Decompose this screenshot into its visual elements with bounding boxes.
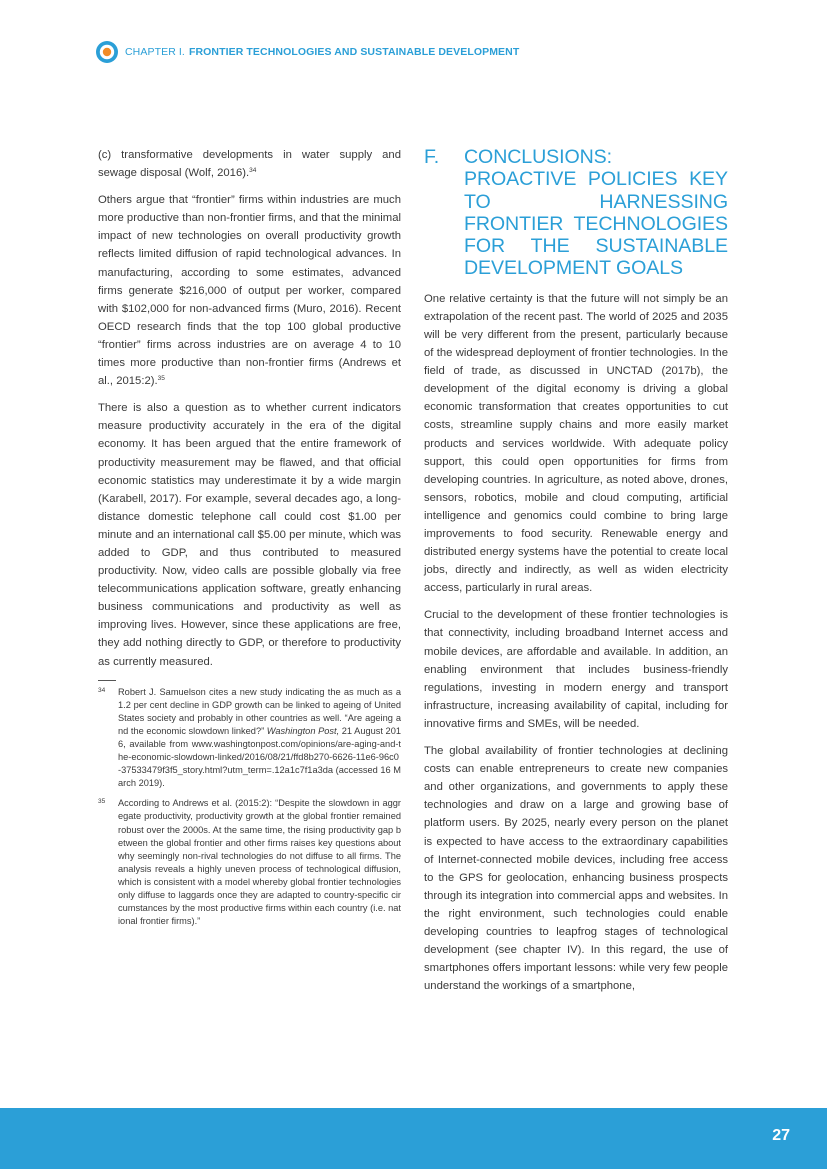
- footnote-number: 34: [98, 686, 106, 694]
- paragraph-text: (c) transformative developments in water supply and sewage disposal (Wolf, 2016).: [98, 149, 401, 180]
- footnote-divider: [98, 680, 116, 681]
- footnote-text-after: 21 August 2016, available from www.washingtonpost.com/opinions/are-aging-and-the-economic-slowdown-linked/2016/08/21/ffd8b270-6626-11e6-96c0-37533479f3f5_story.html?utm_term=.12a1c7f1a3da (accessed 16 March 2019).: [118, 725, 401, 789]
- running-header: [96, 41, 519, 63]
- paragraph-text: Others argue that “frontier” firms within industries are much more productive than non-frontier firms, and that the minimal impact of new technologies on overall productivity growth reflects limited diffusion of rapid technological advances. In manufacturing, according to some estimates, advanced firms generate $216,000 of output per worker, compared with $102,000 for non-advanced firms (Muro, 2016). Recent OECD research finds that the top 100 global productive “frontier” firms across industries are on average 4 to 10 times more productive than non-frontier firms (Andrews et al., 2015:2).: [98, 194, 401, 388]
- paragraph: [98, 146, 401, 182]
- footnotes: [98, 680, 401, 929]
- footnote-text: According to Andrews et al. (2015:2): “Despite the slowdown in aggregate productivity, productivity growth at the global frontier remained robust over the 2000s. At the same time, the rising productivity gap between the global frontier and other firms raises key questions about why seemingly non-rival technologies do not diffuse to all firms. The analysis reveals a highly uneven process of technological diffusion, which is consistent with a model whereby global frontier technologies only diffuse to laggards once they are adapted to country-specific circumstances by the most productive firms within each country (i.e. national frontier firms).”: [118, 798, 401, 927]
- footnote: [98, 797, 401, 928]
- chapter-heading: [125, 46, 519, 58]
- footnote-number: 35: [98, 798, 106, 806]
- left-column: [98, 146, 401, 935]
- footnote-ref[interactable]: 34: [249, 167, 257, 175]
- page-number: 27: [772, 1127, 790, 1144]
- target-icon: [96, 41, 118, 63]
- footer-bar: [0, 1108, 827, 1169]
- section-heading: [424, 146, 728, 280]
- chapter-title: FRONTIER TECHNOLOGIES AND SUSTAINABLE DEVELOPMENT: [188, 46, 520, 58]
- paragraph: The global availability of frontier technologies at declining costs can enable entrepreneurs to create new companies and other organizations, and governments to apply these technologies and draw on a large and growing base of platform users. By 2025, nearly every person on the planet is expected to have access to the extraordinary capabilities of Internet-connected mobile devices, including free access to the GPS for geolocation, enhancing business prospects through its integration into commercial apps and websites. In the right environment, such technologies could enable developing countries to leapfrog stages of technological development (see chapter IV). In this regard, the use of smartphones offers important lessons: while very few people understand the workings of a smartphone,: [424, 745, 728, 993]
- footnote-text-before: Robert J. Samuelson cites a new study indicating the as much as a 1.2 per cent decline in GDP growth can be linked to ageing of United States society and probably in other countries as well. “Are ageing and the economic slowdown linked?”: [118, 686, 401, 736]
- chapter-label: CHAPTER I.: [125, 46, 185, 58]
- paragraph: [98, 191, 401, 390]
- section-letter: F.: [424, 146, 440, 168]
- right-column: [424, 146, 728, 1004]
- footnote-ref[interactable]: 35: [157, 375, 165, 383]
- paragraph: There is also a question as to whether current indicators measure productivity accurately in the era of the digital economy. It has been argued that the entire framework of productivity measurement may be flawed, and that official economic statistics may underestimate it by a wide margin (Karabell, 2017). For example, several decades ago, a long-distance domestic telephone call could cost $1.00 per minute and an international call $5.00 per minute, which was added to GDP, and thus contributed to measured productivity. Now, video calls are possible globally via free telecommunications application software, greatly enhancing business communications and productivity as well as improving lives. However, since these applications are free, they add nothing directly to GDP, or therefore to productivity as currently measured.: [98, 402, 401, 668]
- paragraph: One relative certainty is that the future will not simply be an extrapolation of the recent past. The world of 2025 and 2035 will be very different from the present, particularly because of the widespread deployment of frontier technologies. In the field of trade, as discussed in UNCTAD (2017b), the development of the digital economy is driving a global economic transformation that creates opportunities to cut costs, streamline supply chains and more easily market products and services worldwide. With adequate policy support, this could open opportunities for firms from developing countries. In agriculture, as noted above, drones, sensors, robotics, mobile and cloud computing, artificial intelligence and genomics could combine to bring large improvements to food security. Renewable energy and distributed energy systems have the potential to create local jobs, directly and indirectly, as well as widen electricity access, particularly in rural areas.: [424, 292, 728, 595]
- footnote-text: [118, 686, 401, 791]
- paragraph: Crucial to the development of these frontier technologies is that connectivity, including broadband Internet access and mobile devices, are affordable and available. In addition, an enabling environment that includes business-friendly regulations, investing in modern energy and transport infrastructure, increasing availability of capital, including for innovative firms and SMEs, will be needed.: [424, 609, 728, 730]
- footnote-source: Washington Post,: [266, 725, 340, 736]
- section-title: CONCLUSIONS: PROACTIVE POLICIES KEY TO HARNESSING FRONTIER TECHNOLOGIES FOR THE SUSTAINABLE DEVELOPMENT GOALS: [464, 146, 728, 280]
- footnote: [98, 686, 401, 791]
